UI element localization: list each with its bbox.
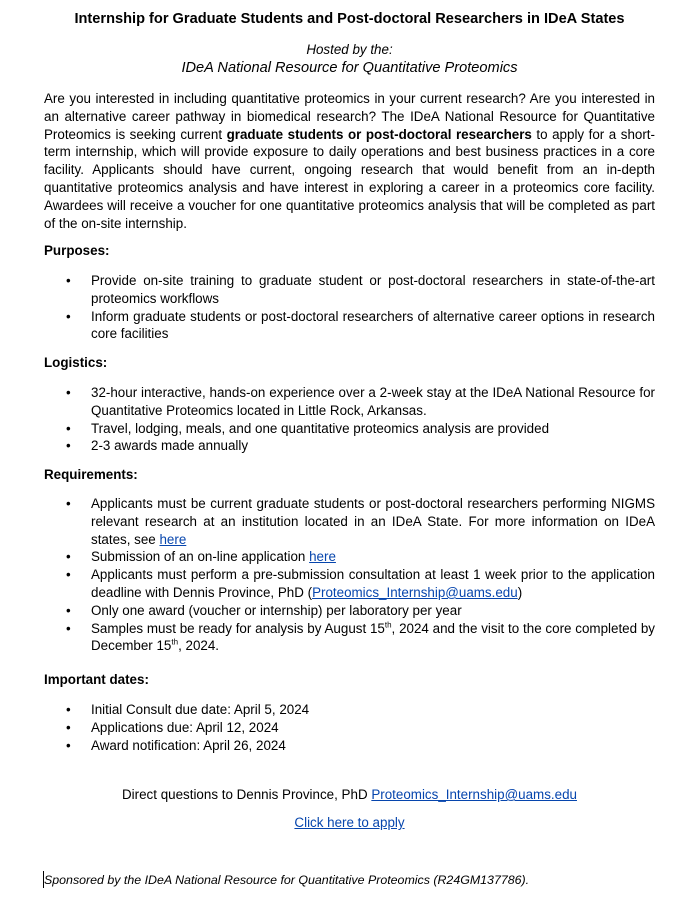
- list-item: • Applicants must be current graduate students or post-doctoral researchers performing NIGMS relevant research at an institution located in an IDeA State. For more information on IDeA states, see here: [44, 495, 655, 548]
- list-item: • Award notification: April 26, 2024: [44, 737, 655, 755]
- list-item: • 2-3 awards made annually: [44, 437, 655, 455]
- list-item: • Applications due: April 12, 2024: [44, 719, 655, 737]
- contact-email-link[interactable]: Proteomics_Internship@uams.edu: [371, 787, 577, 802]
- logistics-list: [44, 384, 655, 455]
- purposes-list: [44, 272, 655, 343]
- dates-heading: Important dates:: [44, 672, 149, 687]
- dates-list: [44, 701, 655, 754]
- document-title: Internship for Graduate Students and Post-doctoral Researchers in IDeA States: [74, 11, 625, 27]
- list-item: • Applicants must perform a pre-submission consultation at least 1 week prior to the application deadline with Dennis Province, PhD (Proteomics_Internship@uams.edu): [44, 566, 655, 602]
- application-link[interactable]: here: [309, 549, 336, 565]
- contact-line: Direct questions to Dennis Province, PhD Proteomics_Internship@uams.edu: [122, 787, 577, 802]
- list-item: • Inform graduate students or post-doctoral researchers of alternative career options in research core facilities: [44, 308, 655, 344]
- list-item: • Submission of an on-line application here: [44, 548, 655, 566]
- list-item: • Only one award (voucher or internship) per laboratory per year: [44, 602, 655, 620]
- logistics-heading: Logistics:: [44, 355, 108, 370]
- host-name: IDeA National Resource for Quantitative Proteomics: [181, 60, 518, 76]
- consult-email-link[interactable]: Proteomics_Internship@uams.edu: [312, 584, 518, 600]
- apply-line: [0, 815, 699, 830]
- idea-states-link[interactable]: here: [159, 531, 187, 547]
- footer-sponsor: Sponsored by the IDeA National Resource for Quantitative Proteomics (R24GM137786).: [44, 873, 530, 887]
- requirements-list: [44, 495, 655, 655]
- intro-bold: graduate students or post-doctoral researchers: [226, 126, 532, 142]
- apply-link[interactable]: Click here to apply: [294, 815, 405, 830]
- list-item: • Initial Consult due date: April 5, 2024: [44, 701, 655, 719]
- list-item: • 32-hour interactive, hands-on experience over a 2-week stay at the IDeA National Resource for Quantitative Proteomics located in Little Rock, Arkansas.: [44, 384, 655, 420]
- hosted-by-label: Hosted by the:: [306, 42, 393, 57]
- purposes-heading: Purposes:: [44, 243, 110, 258]
- list-item: • Provide on-site training to graduate student or post-doctoral researchers in state-of-the-art proteomics workflows: [44, 272, 655, 308]
- list-item: • Travel, lodging, meals, and one quantitative proteomics analysis are provided: [44, 420, 655, 438]
- intro-paragraph: Are you interested in including quantitative proteomics in your current research? Are you interested in an alternative career pathway in biomedical research? The IDeA National Resource for Quantitative Proteomics is seeking current graduate students or post-doctoral researchers to apply for a short-term internship, which will provide exposure to daily operations and best business practices in a core facility. Applicants should have current, ongoing research that would benefit from an in-depth quantitative proteomics analysis and have interest in exploring a career in a proteomics core facility. Awardees will receive a voucher for one quantitative proteomics analysis that will be completed as part of the on-site internship.: [44, 91, 655, 231]
- list-item: • Samples must be ready for analysis by August 15th, 2024 and the visit to the core completed by December 15th, 2024.: [44, 620, 655, 656]
- requirements-heading: Requirements:: [44, 467, 138, 482]
